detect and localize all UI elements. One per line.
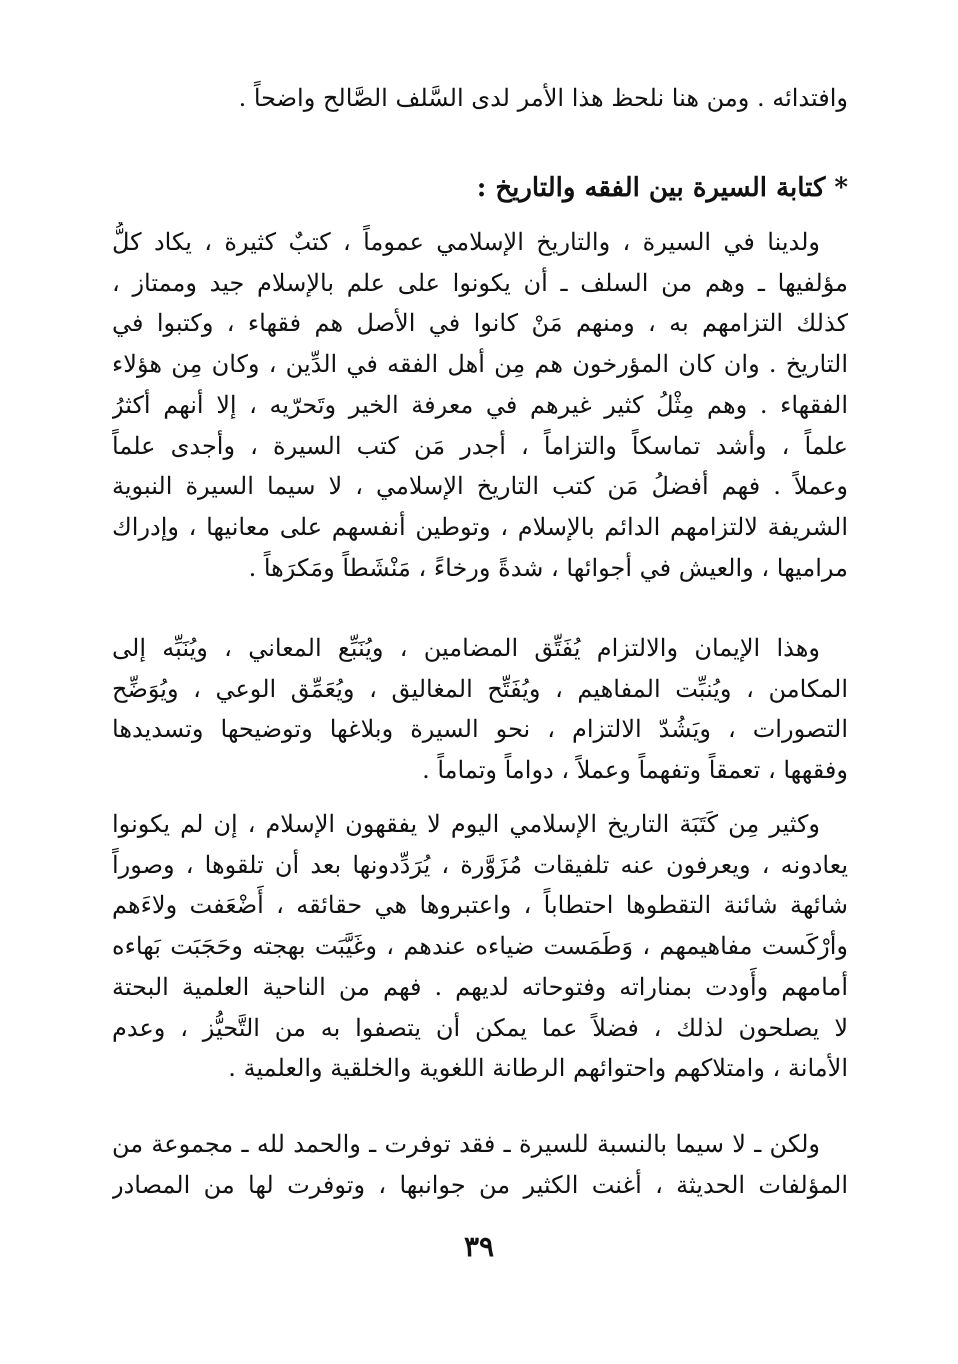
paragraph-line: ولدينا في السيرة ، والتاريخ الإسلامي عموماً ، كتبٌ كثيرة ، يكاد كلُّ: [112, 228, 820, 256]
paragraph-line: المؤلفات الحديثة ، أغنت الكثير من جوانبها ، وتوفرت لها من المصادر: [112, 1170, 848, 1199]
page-number: ٣٩: [463, 1230, 495, 1263]
paragraph-line: يعادونه ، ويعرفون عنه تلفيقات مُزَوَّرة ، يُرَدِّدونها بعد أن تلقوها ، وصوراً: [112, 850, 848, 879]
paragraph-line: وافتدائه . ومن هنا نلحظ هذا الأمر لدى السَّلف الصَّالح واضحاً .: [238, 84, 848, 112]
paragraph-1: [112, 222, 848, 588]
top-paragraph: [112, 78, 848, 119]
paragraph-line: وهذا الإيمان والالتزام يُفَتِّق المضامين ، ويُنَبِّع المعاني ، ويُنَبِّه إلى: [112, 634, 820, 662]
paragraph-line: وكثير مِن كَتَبَة التاريخ الإسلامي اليوم لا يفقهون الإسلام ، إن لم يكونوا: [112, 810, 820, 838]
paragraph-line: التصورات ، ويَشُدّ الالتزام ، نحو السيرة وبلاغها وتوضيحها وتسديدها: [112, 715, 848, 744]
paragraph-line: كذلك التزامهم به ، ومنهم مَنْ كانوا في الأصل هم فقهاء ، وكتبوا في: [112, 309, 848, 338]
paragraph-3: [112, 804, 848, 1089]
paragraph-line: الفقهاء . وهم مِثْلُ كثير غيرهم في معرفة الخير وتَحرّيه ، إلا أنهم أكثرُ: [112, 390, 848, 419]
paragraph-line: لا يصلحون لذلك ، فضلاً عما يمكن أن يتصفوا به من التَّحيُّز ، وعدم: [112, 1013, 848, 1042]
paragraph-line: علماً ، وأشد تماسكاً والتزاماً ، أجدر مَن كتب السيرة ، وأجدى علماً: [112, 431, 848, 460]
paragraph-line: التاريخ . وان كان المؤرخون هم مِن أهل الفقه في الدِّين ، وكان مِن هؤلاء: [112, 350, 848, 379]
paragraph-line: ولكن ـ لا سيما بالنسبة للسيرة ـ فقد توفرت ـ والحمد لله ـ مجموعة من: [112, 1130, 820, 1158]
paragraph-line: المكامن ، ويُنبِّت المفاهيم ، ويُفَتِّح المغاليق ، ويُعَمِّق الوعي ، ويُوَضِّح: [112, 674, 848, 703]
paragraph-line: الشريفة لالتزامهم الدائم بالإسلام ، وتوطين أنفسهم على معانيها ، وإدراك: [112, 512, 848, 541]
paragraph-4: [112, 1124, 848, 1205]
section-heading: * كتابة السيرة بين الفقه والتاريخ :: [476, 173, 848, 203]
paragraph-line: شائهة شائنة التقطوها احتطاباً ، واعتبروها هي حقائقه ، أَضْعَفت ولاءَهم: [112, 891, 848, 920]
paragraph-line: وأرْكَست مفاهيمهم ، وَطَمَست ضياءه عندهم ، وغَيَّبَت بهجته وحَجَبَت بَهاءه: [112, 932, 848, 961]
paragraph-line: أمامهم وأَودت بمناراته وفتوحاته لديهم . فهم من الناحية العلمية البحتة: [112, 972, 848, 1001]
paragraph-line: الأمانة ، وامتلاكهم واحتوائهم الرطانة اللغوية والخلقية والعلمية .: [228, 1054, 848, 1083]
paragraph-line: مؤلفيها ـ وهم من السلف ـ أن يكونوا على علم بالإسلام جيد وممتاز ،: [112, 268, 848, 297]
paragraph-2: [112, 628, 848, 791]
paragraph-line: وفقهها ، تعمقاً وتفهماً وعملاً ، دواماً وتماماً .: [422, 756, 848, 785]
paragraph-line: مراميها ، والعيش في أجوائها ، شدةً ورخاءً ، مَنْشَطاً ومَكرَهاً .: [248, 553, 848, 582]
paragraph-line: وعملاً . فهم أفضلُ مَن كتب التاريخ الإسلامي ، لا سيما السيرة النبوية: [112, 472, 848, 501]
